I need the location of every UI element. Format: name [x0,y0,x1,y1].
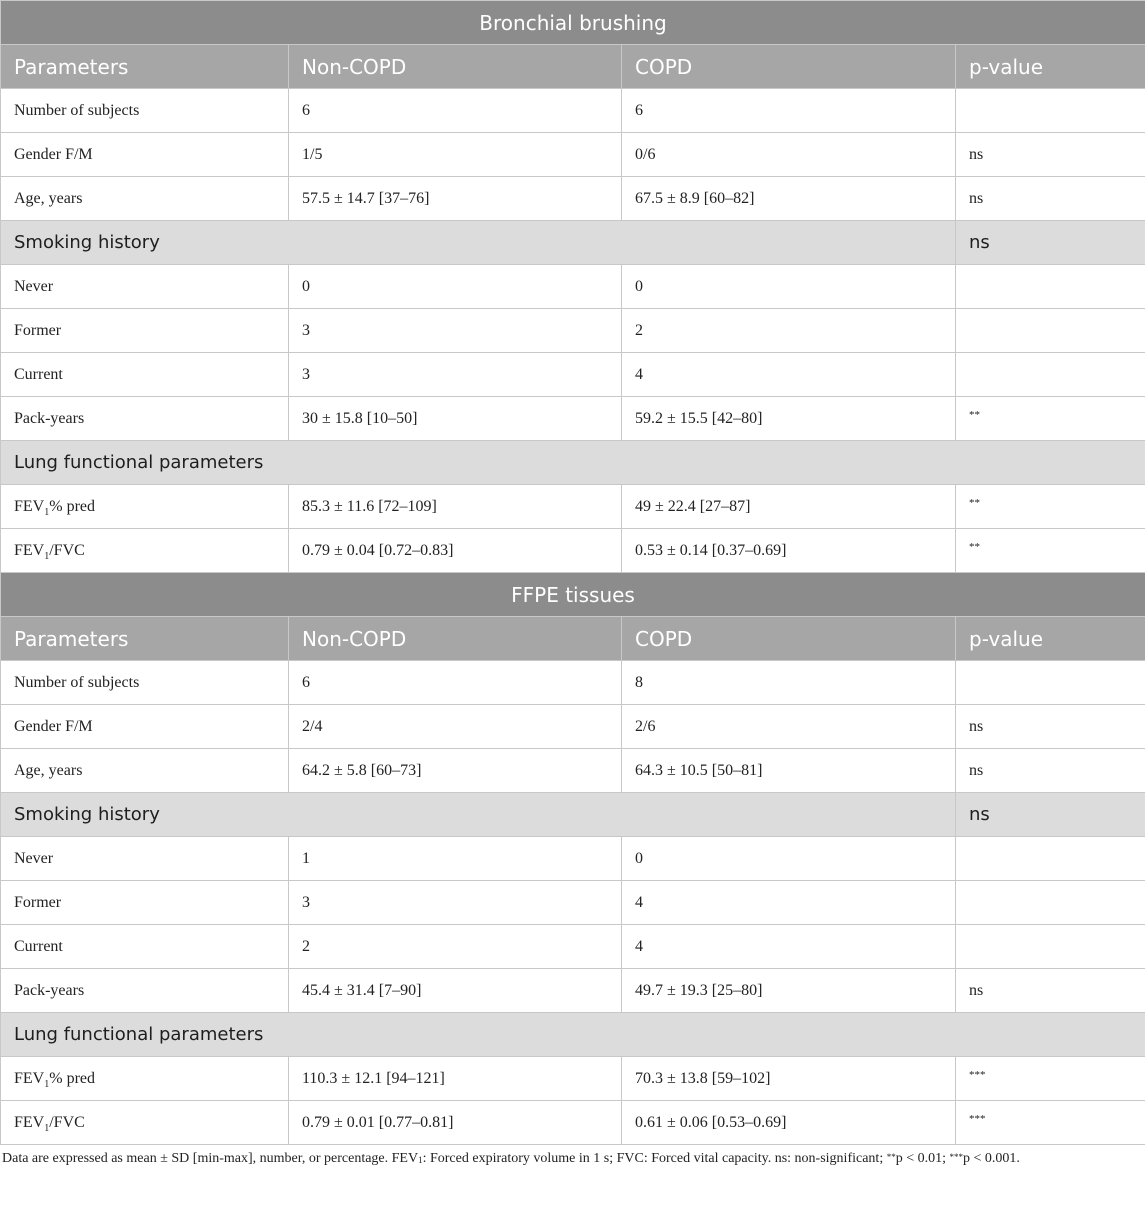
row-label [1,485,289,529]
copd-value: 4 [622,925,956,969]
row-label: Age, years [1,177,289,221]
row-label: Pack-years [1,397,289,441]
group-row-lung-functional-parameters [1,441,1145,485]
header-copd: COPD [622,45,956,89]
subscript: 1 [44,1122,50,1134]
non-copd-value: 0.79 ± 0.01 [0.77–0.81] [289,1101,622,1145]
copd-value: 0.53 ± 0.14 [0.37–0.69] [622,529,956,573]
section-title: Bronchial brushing [1,1,1145,45]
p-value [956,925,1145,969]
copd-value: 0 [622,837,956,881]
copd-value: 67.5 ± 8.9 [60–82] [622,177,956,221]
row-label: Gender F/M [1,705,289,749]
table-row [1,529,1145,573]
header-p-value: p-value [956,617,1145,661]
copd-value: 4 [622,881,956,925]
row-label: Number of subjects [1,89,289,133]
significance-marker: ** [969,408,980,421]
row-label: Current [1,353,289,397]
table-row [1,353,1145,397]
non-copd-value: 2/4 [289,705,622,749]
row-label: Former [1,881,289,925]
column-header-row [1,617,1145,661]
copd-value: 49.7 ± 19.3 [25–80] [622,969,956,1013]
significance-marker: ** [969,496,980,509]
p-value [956,1101,1145,1145]
row-label: Pack-years [1,969,289,1013]
non-copd-value: 57.5 ± 14.7 [37–76] [289,177,622,221]
header-p-value: p-value [956,45,1145,89]
non-copd-value: 1 [289,837,622,881]
non-copd-value: 0 [289,265,622,309]
label-suffix: % pred [49,497,95,515]
copd-value: 0 [622,265,956,309]
group-row-lung-functional-parameters [1,1013,1145,1057]
header-parameters: Parameters [1,617,289,661]
p-value [956,1057,1145,1101]
label-suffix: % pred [49,1069,95,1087]
copd-value: 49 ± 22.4 [27–87] [622,485,956,529]
table-row [1,1057,1145,1101]
significance-marker: *** [969,1068,986,1081]
copd-value: 59.2 ± 15.5 [42–80] [622,397,956,441]
copd-value: 8 [622,661,956,705]
p-value: ns [956,793,1145,837]
non-copd-value: 6 [289,661,622,705]
non-copd-value: 3 [289,353,622,397]
p-value [956,397,1145,441]
footnote-text: : Forced expiratory volume in 1 s; FVC: Forced vital capacity. ns: non-significant; [422,1151,887,1166]
group-label: Smoking history [1,793,956,837]
table-row [1,925,1145,969]
p-value [956,485,1145,529]
section-header-bronchial-brushing [1,1,1145,45]
p-value: ns [956,749,1145,793]
p-value: ns [956,969,1145,1013]
p-value [956,89,1145,133]
row-label: Age, years [1,749,289,793]
row-label [1,1101,289,1145]
fev-label: FEV [14,1069,45,1087]
group-row-smoking-history [1,221,1145,265]
subscript: 1 [44,1078,50,1090]
non-copd-value: 0.79 ± 0.04 [0.72–0.83] [289,529,622,573]
non-copd-value: 2 [289,925,622,969]
table-row [1,265,1145,309]
non-copd-value: 30 ± 15.8 [10–50] [289,397,622,441]
table-row [1,837,1145,881]
table-row [1,485,1145,529]
row-label: Current [1,925,289,969]
table-row [1,133,1145,177]
footnote-text: p < 0.01; [895,1151,950,1166]
copd-value: 0.61 ± 0.06 [0.53–0.69] [622,1101,956,1145]
table-footnote [0,1145,1145,1169]
group-label: Smoking history [1,221,956,265]
copd-value: 70.3 ± 13.8 [59–102] [622,1057,956,1101]
footnote-subscript: 1 [418,1155,423,1165]
row-label: Never [1,265,289,309]
group-label: Lung functional parameters [1,441,1145,485]
fev-label: FEV [14,541,45,559]
label-suffix: /FVC [49,541,85,559]
p-value [956,837,1145,881]
subscript: 1 [44,506,50,518]
p-value [956,661,1145,705]
p-value [956,881,1145,925]
copd-value: 2/6 [622,705,956,749]
table-row [1,705,1145,749]
significance-marker: *** [969,1112,986,1125]
non-copd-value: 45.4 ± 31.4 [7–90] [289,969,622,1013]
non-copd-value: 6 [289,89,622,133]
table-row [1,89,1145,133]
row-label [1,1057,289,1101]
table-row [1,1101,1145,1145]
row-label [1,529,289,573]
p-value: ns [956,705,1145,749]
table-row [1,397,1145,441]
copd-value: 4 [622,353,956,397]
copd-value: 6 [622,89,956,133]
row-label: Gender F/M [1,133,289,177]
non-copd-value: 3 [289,881,622,925]
fev-label: FEV [14,1113,45,1131]
group-row-smoking-history [1,793,1145,837]
row-label: Former [1,309,289,353]
p-value: ns [956,177,1145,221]
footnote-superscript: ** [886,1152,896,1162]
section-header-ffpe-tissues [1,573,1145,617]
table-row [1,309,1145,353]
p-value: ns [956,133,1145,177]
group-label: Lung functional parameters [1,1013,1145,1057]
footnote-text: p < 0.001. [963,1151,1020,1166]
header-parameters: Parameters [1,45,289,89]
non-copd-value: 64.2 ± 5.8 [60–73] [289,749,622,793]
significance-marker: ** [969,540,980,553]
table-row [1,881,1145,925]
p-value: ns [956,221,1145,265]
footnote-superscript: *** [949,1152,964,1162]
table-row [1,177,1145,221]
non-copd-value: 1/5 [289,133,622,177]
table-row [1,749,1145,793]
header-non-copd: Non-COPD [289,617,622,661]
non-copd-value: 85.3 ± 11.6 [72–109] [289,485,622,529]
table-row [1,969,1145,1013]
footnote-text: Data are expressed as mean ± SD [min-max], number, or percentage. FEV [2,1151,419,1166]
header-copd: COPD [622,617,956,661]
copd-value: 2 [622,309,956,353]
p-value [956,265,1145,309]
table-row [1,661,1145,705]
row-label: Never [1,837,289,881]
row-label: Number of subjects [1,661,289,705]
p-value [956,529,1145,573]
copd-value: 64.3 ± 10.5 [50–81] [622,749,956,793]
fev-label: FEV [14,497,45,515]
subscript: 1 [44,550,50,562]
non-copd-value: 110.3 ± 12.1 [94–121] [289,1057,622,1101]
label-suffix: /FVC [49,1113,85,1131]
header-non-copd: Non-COPD [289,45,622,89]
section-title: FFPE tissues [1,573,1145,617]
column-header-row [1,45,1145,89]
p-value [956,353,1145,397]
p-value [956,309,1145,353]
copd-value: 0/6 [622,133,956,177]
non-copd-value: 3 [289,309,622,353]
